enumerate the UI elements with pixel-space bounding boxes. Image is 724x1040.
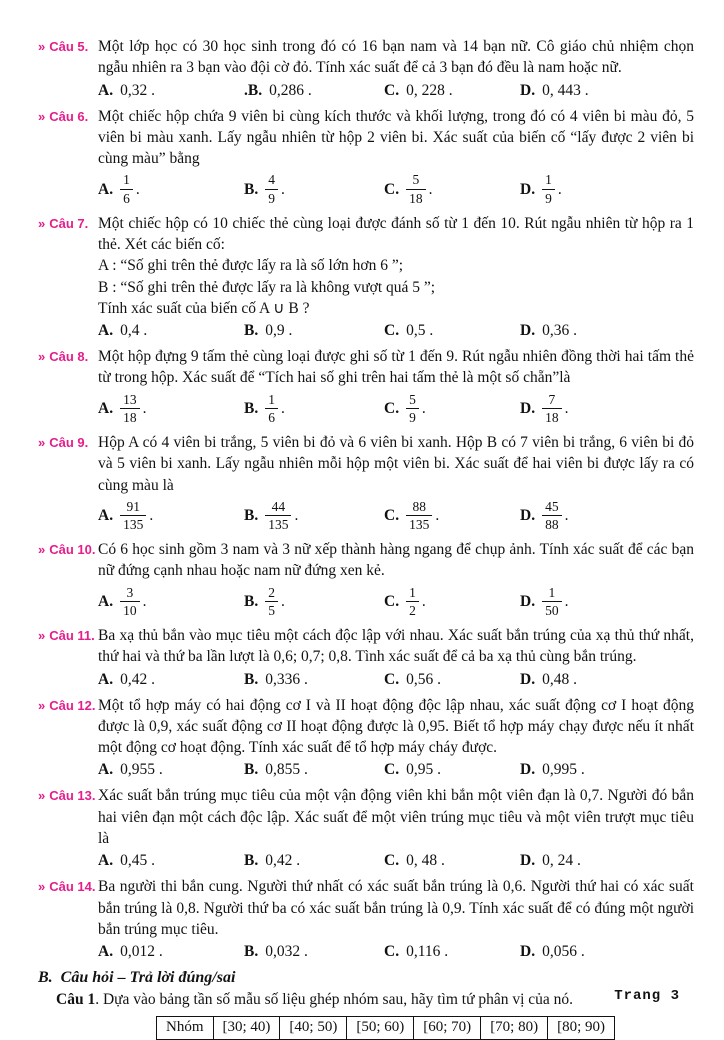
cau1-label: Câu 1 xyxy=(56,991,96,1009)
option xyxy=(244,941,384,962)
option-suffix: . xyxy=(421,399,426,417)
option-suffix: . xyxy=(421,592,426,610)
fraction xyxy=(120,499,146,532)
fraction-denominator: 88 xyxy=(545,517,559,532)
option-value: 0,995 . xyxy=(542,761,585,779)
question-text: Một lớp học có 30 học sinh trong đó có 16 bạn nam và 14 bạn nữ. Cô giáo chủ nhiệm chọn ngẫu nhiên ra 3 bạn vào đội cờ đỏ. Tính xác suất để cả 3 bạn đó đều là nam hoặc nữ. xyxy=(98,38,694,77)
option-suffix: . xyxy=(564,592,569,610)
question-text: Hộp A có 4 viên bi trắng, 5 viên bi đỏ và 6 viên bi xanh. Hộp B có 7 viên bi trắng, 6 viên bi đỏ và 5 viên bi xanh. Lấy ngẫu nhiên mỗi hộp một viên bi. Xác suất để hai viên bi được lấy ra có cùng màu là xyxy=(98,434,694,494)
option-value: 0,336 . xyxy=(265,670,308,688)
question-body xyxy=(98,876,694,963)
option-value: 0,955 . xyxy=(120,761,163,779)
option-value: 0,32 . xyxy=(120,81,155,99)
question-text: Một chiếc hộp chứa 9 viên bi cùng kích thước và khối lượng, trong đó có 4 viên bi màu đỏ, 5 viên bi màu xanh. Lấy ngẫu nhiên từ hộp 2 viên bi. Xác suất của biến cố “lấy được 2 viên bi cùng màu” bằng xyxy=(98,107,694,168)
fraction xyxy=(265,499,291,532)
fraction-numerator: 2 xyxy=(265,585,278,602)
table-cell: [30; 40) xyxy=(213,1017,280,1040)
question-label xyxy=(38,432,98,535)
option-letter: C. xyxy=(384,399,400,417)
option-letter: B. xyxy=(244,507,259,524)
option xyxy=(98,390,244,427)
question-block xyxy=(38,695,694,782)
fraction xyxy=(265,172,278,205)
bullet-marker-icon: » xyxy=(38,215,46,231)
fraction-denominator: 9 xyxy=(545,190,552,206)
option xyxy=(384,583,520,620)
options-row xyxy=(98,759,694,780)
option-letter: B. xyxy=(244,670,259,688)
option xyxy=(244,669,384,690)
options-row xyxy=(98,669,694,690)
option-letter: D. xyxy=(520,399,536,417)
option-value: 0,012 . xyxy=(120,943,163,961)
option-letter: C. xyxy=(384,670,400,688)
fraction xyxy=(120,585,140,618)
table-row xyxy=(157,1017,615,1040)
question-block xyxy=(38,785,694,872)
fraction-denominator: 18 xyxy=(123,409,137,425)
fraction-denominator: 50 xyxy=(545,602,559,618)
bullet-marker-icon: » xyxy=(38,435,46,450)
frequency-table xyxy=(156,1016,615,1040)
fraction xyxy=(265,392,278,425)
question-number: Câu 6. xyxy=(49,108,89,124)
option-letter: A. xyxy=(98,761,114,779)
option xyxy=(520,759,694,780)
bullet-marker-icon: » xyxy=(38,697,46,713)
option xyxy=(98,941,244,962)
option-letter: C. xyxy=(384,507,400,524)
question-text: Một hộp đựng 9 tấm thẻ cùng loại được ghi số từ 1 đến 9. Rút ngẫu nhiên đồng thời hai tấm thẻ từ trong hộp. Xác suất để “Tích hai số ghi trên hai tấm thẻ là một số chẵn”là xyxy=(98,348,694,387)
option-suffix: . xyxy=(280,180,285,198)
fraction-denominator: 10 xyxy=(123,602,137,618)
option-suffix: . xyxy=(435,507,440,524)
question-number: Câu 10. xyxy=(49,542,96,558)
option-letter: A. xyxy=(98,852,114,870)
fraction-numerator: 45 xyxy=(542,499,562,516)
fraction xyxy=(406,585,419,618)
cau1-line xyxy=(56,989,694,1010)
fraction-denominator: 18 xyxy=(409,190,423,206)
question-body xyxy=(98,695,694,782)
fraction-numerator: 7 xyxy=(542,392,562,409)
question-text: A : “Số ghi trên thẻ được lấy ra là số lớn hơn 6 ”; xyxy=(98,257,404,275)
fraction-denominator: 5 xyxy=(268,602,275,618)
option-value: 0,42 . xyxy=(120,670,155,688)
option-suffix: . xyxy=(557,180,562,198)
option-suffix: . xyxy=(149,507,154,524)
option-letter: D. xyxy=(520,670,536,688)
option xyxy=(520,80,694,101)
question-label xyxy=(38,625,98,691)
question-block xyxy=(38,346,694,428)
option-letter: C. xyxy=(384,180,400,198)
question-label xyxy=(38,695,98,782)
question-number: Câu 11. xyxy=(49,627,95,643)
option-value: 0, 228 . xyxy=(406,81,453,99)
question-text: Một chiếc hộp có 10 chiếc thẻ cùng loại được đánh số từ 1 đến 10. Rút ngẫu nhiên từ hộp ra 1 thẻ. Xét các biến cố: xyxy=(98,214,694,253)
fraction-denominator: 135 xyxy=(268,517,289,532)
table-cell: [80; 90) xyxy=(548,1017,615,1040)
option-suffix: . xyxy=(294,507,299,524)
option xyxy=(384,941,520,962)
page-number: Trang 3 xyxy=(614,988,680,1004)
option-letter: A. xyxy=(98,670,114,688)
fraction-numerator: 1 xyxy=(542,172,555,189)
option-suffix: . xyxy=(135,180,140,198)
option-value: 0, 24 . xyxy=(542,852,581,870)
options-row xyxy=(98,80,694,101)
question-block xyxy=(38,876,694,963)
bullet-marker-icon: » xyxy=(38,542,46,558)
option-value: 0,95 . xyxy=(406,761,441,779)
fraction-denominator: 135 xyxy=(123,517,144,532)
option xyxy=(520,583,694,620)
option xyxy=(98,850,244,871)
option-letter: .B. xyxy=(244,81,263,99)
option-letter: B. xyxy=(244,592,259,610)
question-label xyxy=(38,36,98,102)
option xyxy=(384,80,520,101)
fraction xyxy=(542,172,555,205)
question-label xyxy=(38,539,98,621)
question-block xyxy=(38,625,694,691)
option xyxy=(244,583,384,620)
fraction-numerator: 88 xyxy=(406,499,432,516)
table-cell: [40; 50) xyxy=(280,1017,347,1040)
question-body xyxy=(98,106,694,209)
options-row xyxy=(98,320,694,341)
fraction-denominator: 135 xyxy=(409,517,430,532)
option xyxy=(520,390,694,427)
table-header-cell: Nhóm xyxy=(157,1017,214,1040)
option-letter: D. xyxy=(520,322,536,340)
option-suffix: . xyxy=(142,592,147,610)
table-cell: [50; 60) xyxy=(347,1017,414,1040)
section-b-heading: B. Câu hỏi – Trả lời đúng/sai xyxy=(38,969,236,987)
bullet-marker-icon: » xyxy=(38,788,46,804)
bullet-marker-icon: » xyxy=(38,879,46,895)
option xyxy=(520,941,694,962)
option xyxy=(98,80,244,101)
option xyxy=(98,170,244,207)
question-text: B : “Số ghi trên thẻ được lấy ra là không vượt quá 5 ”; xyxy=(98,278,436,296)
question-label xyxy=(38,876,98,963)
fraction xyxy=(265,585,278,618)
options-row xyxy=(98,390,694,427)
option-letter: A. xyxy=(98,943,114,961)
option xyxy=(384,497,520,534)
fraction-numerator: 4 xyxy=(265,172,278,189)
option xyxy=(98,669,244,690)
option-suffix: . xyxy=(564,399,569,417)
question-block xyxy=(38,106,694,209)
table-cell: [60; 70) xyxy=(414,1017,481,1040)
option-suffix: . xyxy=(280,399,285,417)
options-row xyxy=(98,583,694,620)
question-label xyxy=(38,346,98,428)
option xyxy=(520,497,694,534)
option-letter: C. xyxy=(384,322,400,340)
option-letter: D. xyxy=(520,81,536,99)
option-value: 0, 48 . xyxy=(406,852,445,870)
option-value: 0,032 . xyxy=(265,943,308,961)
question-number: Câu 8. xyxy=(49,349,89,365)
fraction xyxy=(120,392,140,425)
option xyxy=(384,759,520,780)
option-letter: B. xyxy=(244,399,259,417)
option-value: 0,9 . xyxy=(265,322,293,340)
option-letter: A. xyxy=(98,399,114,417)
option-letter: A. xyxy=(98,507,114,524)
question-body xyxy=(98,539,694,621)
fraction-numerator: 1 xyxy=(265,392,278,409)
fraction-denominator: 9 xyxy=(409,409,416,425)
option xyxy=(244,320,384,341)
option-letter: B. xyxy=(244,852,259,870)
option-value: 0,4 . xyxy=(120,322,148,340)
fraction-numerator: 5 xyxy=(406,392,419,409)
fraction xyxy=(406,172,426,205)
fraction-numerator: 5 xyxy=(406,172,426,189)
cau1-text: . Dựa vào bảng tần số mẫu số liệu ghép nhóm sau, hãy tìm tứ phân vị của nó. xyxy=(95,991,574,1009)
options-row xyxy=(98,850,694,871)
fraction-numerator: 1 xyxy=(406,585,419,602)
options-row xyxy=(98,497,694,534)
option-letter: B. xyxy=(244,180,259,198)
option-letter: C. xyxy=(384,81,400,99)
option-value: 0,855 . xyxy=(265,761,308,779)
question-block xyxy=(38,539,694,621)
option xyxy=(520,850,694,871)
option-letter: D. xyxy=(520,761,536,779)
option xyxy=(384,850,520,871)
option-value: 0,56 . xyxy=(406,670,441,688)
fraction-numerator: 91 xyxy=(120,499,146,516)
option-letter: A. xyxy=(98,322,114,340)
fraction-numerator: 1 xyxy=(120,172,133,189)
question-text: Ba người thi bắn cung. Người thứ nhất có xác suất bắn trúng là 0,6. Người thứ hai có xác suất bắn trúng là 0,8. Người thứ ba có xác suất bắn trúng là 0,9. Tính xác suất để có đúng một người bắn trúng mục tiêu. xyxy=(98,878,694,938)
option xyxy=(520,170,694,207)
question-number: Câu 13. xyxy=(49,788,96,804)
option-letter: C. xyxy=(384,943,400,961)
question-body xyxy=(98,625,694,691)
option-letter: A. xyxy=(98,81,114,99)
option-suffix: . xyxy=(428,180,433,198)
option-value: 0,116 . xyxy=(406,943,449,961)
question-body xyxy=(98,346,694,428)
option-suffix: . xyxy=(142,399,147,417)
option-letter: D. xyxy=(520,180,536,198)
fraction xyxy=(406,392,419,425)
option xyxy=(98,583,244,620)
question-body xyxy=(98,432,694,535)
option xyxy=(520,669,694,690)
option xyxy=(384,669,520,690)
option-value: 0,42 . xyxy=(265,852,301,870)
option-letter: B. xyxy=(244,761,259,779)
option-value: 0, 443 . xyxy=(542,81,589,99)
option-value: 0,286 . xyxy=(269,81,312,99)
option-suffix: . xyxy=(280,592,285,610)
fraction-denominator: 9 xyxy=(268,190,275,206)
option-letter: D. xyxy=(520,507,536,524)
bullet-marker-icon: » xyxy=(38,349,46,365)
fraction-denominator: 2 xyxy=(409,602,416,618)
option-value: 0,48 . xyxy=(542,670,577,688)
fraction-numerator: 1 xyxy=(542,585,562,602)
option xyxy=(244,497,384,534)
option xyxy=(244,759,384,780)
option-letter: B. xyxy=(244,943,259,961)
question-block xyxy=(38,36,694,102)
bullet-marker-icon: » xyxy=(38,627,46,643)
option xyxy=(244,390,384,427)
options-row xyxy=(98,170,694,207)
option-letter: D. xyxy=(520,852,536,870)
question-label xyxy=(38,213,98,342)
fraction xyxy=(542,499,562,532)
option-value: 0,5 . xyxy=(406,322,434,340)
question-number: Câu 9. xyxy=(49,435,89,450)
option xyxy=(98,497,244,534)
question-block xyxy=(38,213,694,342)
fraction-denominator: 6 xyxy=(268,409,275,425)
question-text: Có 6 học sinh gồm 3 nam và 3 nữ xếp thành hàng ngang để chụp ảnh. Tính xác suất để các bạn nữ đứng cạnh nhau hoặc nam nữ đứng xen kẻ. xyxy=(98,541,694,580)
fraction-numerator: 13 xyxy=(120,392,140,409)
question-number: Câu 5. xyxy=(49,39,89,54)
option xyxy=(244,170,384,207)
fraction-numerator: 3 xyxy=(120,585,140,602)
option-letter: B. xyxy=(244,322,259,340)
question-text: Một tổ hợp máy có hai động cơ I và II hoạt động độc lập nhau, xác suất động cơ I hoạt động được là 0,9, xác suất động cơ II hoạt động được là 0,95. Biết tổ hợp máy chạy được nếu ít nhất một động cơ hoạt động. Tính xác suất để tổ hợp máy cháy được. xyxy=(98,696,694,757)
option xyxy=(244,80,384,101)
option xyxy=(98,759,244,780)
fraction-numerator: 44 xyxy=(265,499,291,516)
fraction xyxy=(406,499,432,532)
option-letter: C. xyxy=(384,852,400,870)
table-cell: [70; 80) xyxy=(481,1017,548,1040)
option-letter: A. xyxy=(98,180,114,198)
option-suffix: . xyxy=(564,507,569,524)
question-text: Tính xác suất của biến cố A ∪ B ? xyxy=(98,299,310,317)
question-body xyxy=(98,213,694,342)
question-label xyxy=(38,785,98,872)
option-value: 0,36 . xyxy=(542,322,577,340)
option-letter: D. xyxy=(520,943,536,961)
fraction-denominator: 6 xyxy=(123,190,130,206)
question-number: Câu 7. xyxy=(49,215,89,231)
option xyxy=(384,390,520,427)
fraction xyxy=(542,392,562,425)
question-label xyxy=(38,106,98,209)
question-text: Xác suất bắn trúng mục tiêu của một vận động viên khi bắn một viên đạn là 0,7. Người đó bắn hai viên đạn một cách độc lập. Xác suất để một viên trúng mục tiêu và một viên trượt mục tiêu là xyxy=(98,787,694,847)
bullet-marker-icon: » xyxy=(38,108,46,124)
question-body xyxy=(98,785,694,872)
option-value: 0,056 . xyxy=(542,943,585,961)
option xyxy=(244,850,384,871)
options-row xyxy=(98,941,694,962)
fraction xyxy=(120,172,133,205)
question-text: Ba xạ thủ bắn vào mục tiêu một cách độc lập với nhau. Xác suất bắn trúng của xạ thủ thứ nhất, thứ hai và thứ ba lần lượt là 0,6; 0,7; 0,8. Tình xác suất để cả ba xạ thủ cùng bắn trúng. xyxy=(98,626,694,666)
option-letter: C. xyxy=(384,761,400,779)
option-letter: A. xyxy=(98,592,114,610)
question-block xyxy=(38,432,694,535)
fraction xyxy=(542,585,562,618)
option xyxy=(384,170,520,207)
option-letter: C. xyxy=(384,592,400,610)
option-value: 0,45 . xyxy=(120,852,155,870)
option xyxy=(384,320,520,341)
option xyxy=(98,320,244,341)
bullet-marker-icon: » xyxy=(38,39,46,54)
option xyxy=(520,320,694,341)
option-letter: D. xyxy=(520,592,536,610)
fraction-denominator: 18 xyxy=(545,409,559,425)
question-number: Câu 14. xyxy=(49,879,96,895)
question-body xyxy=(98,36,694,102)
questions-list xyxy=(38,36,694,963)
question-number: Câu 12. xyxy=(49,697,96,713)
